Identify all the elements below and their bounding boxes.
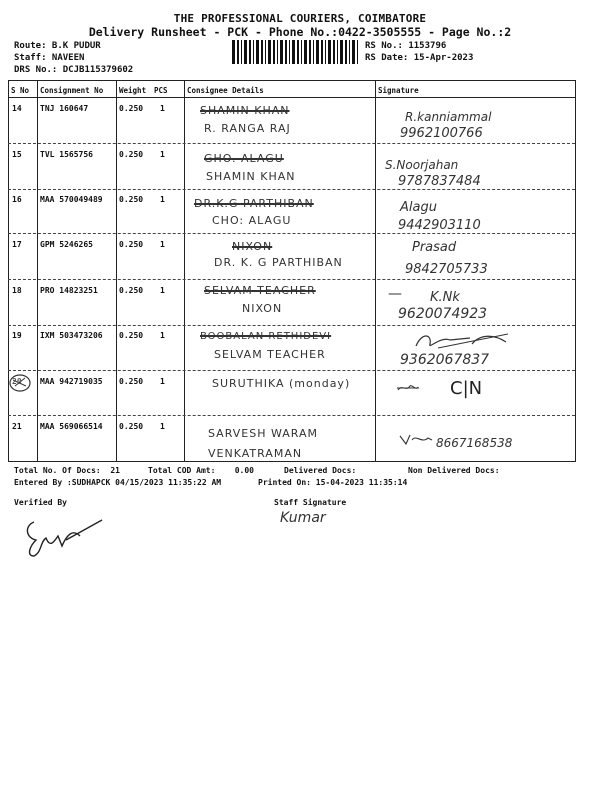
row-separator [8, 189, 575, 190]
row-consignment-no: MAA 570049489 [40, 195, 103, 204]
row-sno: 14 [12, 104, 22, 113]
col-header-weight: Weight [119, 86, 147, 95]
row-separator [8, 370, 575, 371]
table-border-right [575, 80, 576, 462]
row-signature-phone: 9620074923 [398, 306, 488, 322]
total-cod: Total COD Amt: 0.00 [148, 466, 254, 475]
row-consignment-no: GPM 5246265 [40, 240, 93, 249]
verified-by-label: Verified By [14, 498, 67, 507]
col-divider [116, 80, 117, 462]
row-consignee-name: SARVESH WARAM VENKATRAMAN [208, 427, 318, 460]
row-consignee-name: CHO: ALAGU [212, 214, 292, 227]
row-signature-phone: 9787837484 [398, 174, 481, 189]
row-pcs: 1 [160, 195, 165, 204]
row-signature: R.kanniammal [405, 110, 492, 124]
scribble-icon [396, 382, 420, 394]
staff-label: Staff: NAVEEN [14, 53, 85, 63]
row-consignment-no: TVL 1565756 [40, 150, 93, 159]
row-weight: 0.250 [119, 331, 144, 340]
row-pcs: 1 [160, 286, 165, 295]
printed-on: Printed On: 15-04-2023 11:35:14 [258, 478, 408, 487]
row-signature: S.Noorjahan [385, 158, 459, 172]
row-separator [8, 415, 575, 416]
row-pcs: 1 [160, 331, 165, 340]
verifier-signature-icon [20, 512, 110, 560]
row-sno: 21 [12, 422, 22, 431]
row-signature: C|N [450, 378, 483, 399]
row-weight: 0.250 [119, 422, 144, 431]
col-header-pcs: PCS [154, 86, 168, 95]
row-sno: 18 [12, 286, 22, 295]
row-consignee-name: R. RANGA RAJ [204, 122, 291, 135]
col-divider [375, 80, 376, 462]
row-struck-consignee: DR.K.G PARTHIBAN [194, 197, 314, 210]
scribble-signature-icon [410, 330, 520, 352]
col-header-signature: Signature [378, 86, 419, 95]
delivered-docs: Delivered Docs: [284, 466, 357, 475]
row-struck-consignee: GHO. ALAGU [204, 152, 284, 165]
col-header-consignment: Consignment No [40, 86, 104, 95]
row-pcs: 1 [160, 240, 165, 249]
scribble-signature-icon [398, 432, 434, 446]
route-label: Route: B.K PUDUR [14, 41, 101, 51]
barcode-icon [232, 40, 358, 64]
row-weight: 0.250 [119, 240, 144, 249]
dash-mark: — [388, 286, 402, 302]
row-sno: 20 [12, 377, 22, 386]
total-docs: Total No. Of Docs: 21 [14, 466, 120, 475]
drs-number: DRS No.: DCJB115379602 [14, 65, 134, 75]
col-divider [37, 80, 38, 462]
row-separator [8, 233, 575, 234]
non-delivered-docs: Non Delivered Docs: [408, 466, 500, 475]
staff-signature-hand: Kumar [280, 510, 326, 526]
table-header-rule [8, 97, 575, 98]
row-sno: 17 [12, 240, 22, 249]
row-consignment-no: TNJ 160647 [40, 104, 89, 113]
row-consignee-name: SELVAM TEACHER [214, 348, 326, 361]
row-sno: 16 [12, 195, 22, 204]
row-consignment-no: IXM 503473206 [40, 331, 103, 340]
row-pcs: 1 [160, 150, 165, 159]
table-bottom-rule [8, 461, 575, 462]
row-pcs: 1 [160, 377, 165, 386]
col-divider [184, 80, 185, 462]
row-pcs: 1 [160, 104, 165, 113]
row-consignee-name: DR. K. G PARTHIBAN [214, 256, 343, 269]
row-signature-phone: 9362067837 [400, 352, 490, 368]
row-weight: 0.250 [119, 104, 144, 113]
row-signature-phone: 8667168538 [436, 436, 513, 450]
runsheet-subtitle: Delivery Runsheet - PCK - Phone No.:0422-3505555 - Page No.:2 [88, 25, 512, 39]
row-weight: 0.250 [119, 150, 144, 159]
row-consignment-no: PRO 14823251 [40, 286, 98, 295]
row-separator [8, 279, 575, 280]
row-signature-phone: 9842705733 [405, 262, 488, 277]
table-border-left [8, 80, 9, 462]
row-sno: 15 [12, 150, 22, 159]
row-signature: Prasad [412, 240, 457, 255]
entered-by: Entered By :SUDHAPCK 04/15/2023 11:35:22 AM [14, 478, 222, 487]
row-signature: K.Nk [430, 290, 460, 305]
company-title: THE PROFESSIONAL COURIERS, COIMBATORE [173, 12, 427, 25]
row-signature: Alagu [400, 200, 437, 215]
row-signature-phone: 9962100766 [400, 126, 483, 141]
row-weight: 0.250 [119, 286, 144, 295]
row-consignee-name: SURUTHIKA (monday) [212, 377, 351, 390]
row-sno: 19 [12, 331, 22, 340]
row-pcs: 1 [160, 422, 165, 431]
rs-number: RS No.: 1153796 [365, 41, 447, 51]
table-top-rule [8, 80, 575, 81]
row-weight: 0.250 [119, 195, 144, 204]
staff-signature-label: Staff Signature [274, 498, 347, 507]
row-struck-consignee: NIXON [232, 240, 273, 253]
row-consignment-no: MAA 569066514 [40, 422, 103, 431]
row-separator [8, 143, 575, 144]
rs-date: RS Date: 15-Apr-2023 [365, 53, 474, 63]
col-header-consignee: Consignee Details [187, 86, 264, 95]
row-consignee-name: NIXON [242, 302, 283, 315]
row-struck-consignee: SHAMIN KHAN [200, 104, 290, 117]
row-struck-consignee: SELVAM TEACHER [204, 284, 316, 297]
col-header-sno: S No [11, 86, 30, 95]
row-signature-phone: 9442903110 [398, 218, 481, 233]
row-consignee-name: SHAMIN KHAN [206, 170, 296, 183]
row-separator [8, 325, 575, 326]
row-weight: 0.250 [119, 377, 144, 386]
row-struck-consignee: BOOBALAN RETHIDEVI [200, 331, 332, 342]
row-consignment-no: MAA 942719035 [40, 377, 103, 386]
